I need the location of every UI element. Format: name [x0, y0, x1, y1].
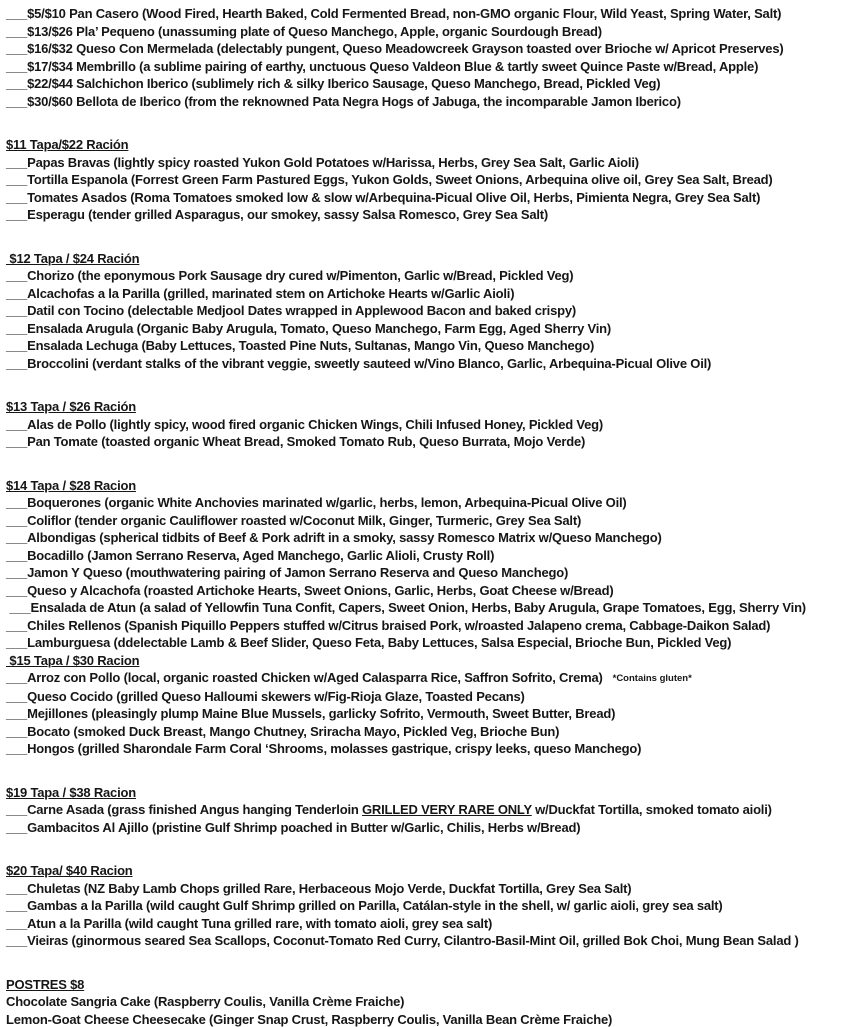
write-in-blank: ___ [6, 802, 28, 817]
menu-item [6, 154, 850, 172]
write-in-blank: ___ [6, 565, 28, 580]
menu-item [6, 897, 850, 915]
item-text: $13/$26 Pla’ Pequeno (unassuming plate of Queso Manchego, Apple, organic Sourdough Bread) [27, 23, 602, 39]
menu-item [6, 5, 850, 23]
write-in-blank: ___ [6, 495, 28, 510]
item-text: Ensalada Arugula (Organic Baby Arugula, Tomato, Queso Manchego, Farm Egg, Aged Sherry Vin) [27, 320, 612, 336]
item-text: Coliflor (tender organic Cauliflower roasted w/Coconut Milk, Ginger, Turmeric, Grey Sea Salt) [27, 512, 582, 528]
write-in-blank: ___ [6, 207, 28, 222]
write-in-blank: ___ [6, 355, 28, 371]
item-text: Pan Tomate (toasted organic Wheat Bread, Smoked Tomato Rub, Queso Burrata, Mojo Verde) [27, 434, 586, 449]
write-in-blank: ___ [6, 635, 28, 650]
item-text: Chocolate Sangria Cake (Raspberry Coulis, Vanilla Crème Fraiche) [6, 994, 405, 1009]
write-in-blank: ___ [6, 670, 28, 685]
menu-section [6, 250, 850, 373]
menu-item [6, 320, 850, 338]
menu-item [6, 669, 850, 688]
section-header: $19 Tapa / $38 Racion [6, 784, 136, 800]
menu-item [6, 915, 850, 933]
item-text: Bocadillo (Jamon Serrano Reserva, Aged Manchego, Garlic Alioli, Crusty Roll) [27, 547, 495, 563]
menu-item [6, 302, 850, 320]
underlined-phrase: GRILLED VERY RARE ONLY [362, 802, 532, 817]
menu-item [6, 494, 850, 512]
item-text: Arroz con Pollo (local, organic roasted Chicken w/Aged Calasparra Rice, Saffron Sofrito, Crema) [27, 670, 603, 685]
write-in-blank: ___ [6, 338, 28, 353]
item-text: Ensalada Lechuga (Baby Lettuces, Toasted Pine Nuts, Sultanas, Mango Vin, Queso Manchego) [27, 338, 595, 353]
menu-item [6, 705, 850, 723]
menu-section [6, 862, 850, 950]
write-in-blank: ___ [6, 320, 28, 336]
write-in-blank: ___ [6, 58, 28, 74]
item-text: Tomates Asados (Roma Tomatoes smoked low & slow w/Arbequina-Picual Olive Oil, Herbs, Pimienta Negra, Grey Sea Salt) [27, 189, 761, 205]
item-text: Chiles Rellenos (Spanish Piquillo Peppers stuffed w/Citrus braised Pork, w/roasted Jalapeno crema, Cabbage-Daikon Salad) [27, 617, 771, 633]
menu-item [6, 634, 850, 652]
write-in-blank: ___ [6, 898, 28, 913]
menu-item [6, 599, 850, 617]
item-text: Alas de Pollo (lightly spicy, wood fired organic Chicken Wings, Chili Infused Honey, Pickled Veg) [27, 416, 604, 432]
write-in-blank: ___ [6, 547, 28, 563]
item-text: Mejillones (pleasingly plump Maine Blue Mussels, garlicky Sofrito, Vermouth, Sweet Butter, Bread) [27, 706, 616, 721]
item-text: $22/$44 Salchichon Iberico (sublimely rich & silky Iberico Sausage, Queso Manchego, Bread, Pickled Veg) [27, 76, 661, 91]
menu-section [6, 652, 850, 758]
write-in-blank: ___ [6, 688, 28, 704]
item-text: Papas Bravas (lightly spicy roasted Yukon Gold Potatoes w/Harissa, Herbs, Grey Sea Salt, Garlic Aioli) [27, 154, 639, 170]
menu-item [6, 801, 850, 819]
menu-item [6, 1011, 850, 1027]
menu-item [6, 547, 850, 565]
menu-item [6, 23, 850, 41]
section-header: $12 Tapa / $24 Ración [6, 250, 140, 266]
section-header: $13 Tapa / $26 Ración [6, 399, 136, 414]
item-text: Jamon Y Queso (mouthwatering pairing of Jamon Serrano Reserva and Queso Manchego) [27, 565, 569, 580]
menu-item [6, 819, 850, 837]
item-text: Lemon-Goat Cheese Cheesecake (Ginger Snap Crust, Raspberry Coulis, Vanilla Bean Crème Fraiche) [6, 1011, 613, 1027]
menu-item [6, 582, 850, 600]
item-text: $5/$10 Pan Casero (Wood Fired, Hearth Baked, Cold Fermented Bread, non-GMO organic Flour, Wild Yeast, Spring Water, Salt) [27, 6, 782, 21]
menu-item [6, 688, 850, 706]
item-text: Chuletas (NZ Baby Lamb Chops grilled Rare, Herbaceous Mojo Verde, Duckfat Tortilla, Grey Sea Salt) [27, 880, 632, 896]
menu-section [6, 136, 850, 224]
gluten-note: *Contains gluten* [612, 673, 692, 684]
item-text: Chorizo (the eponymous Pork Sausage dry cured w/Pimenton, Garlic w/Bread, Pickled Veg) [27, 268, 574, 283]
item-text: Ensalada de Atun (a salad of Yellowfin Tuna Confit, Capers, Sweet Onion, Herbs, Baby Arugula, Grape Tomatoes, Egg, Sherry Vin) [30, 600, 806, 615]
write-in-blank: ___ [6, 6, 28, 21]
menu-item [6, 285, 850, 303]
item-text: Atun a la Parilla (wild caught Tuna grilled rare, with tomato aioli, grey sea salt) [27, 915, 493, 931]
write-in-blank: ___ [6, 819, 28, 835]
menu-item [6, 337, 850, 355]
write-in-blank: ___ [6, 880, 28, 896]
menu-item [6, 416, 850, 434]
item-text: Hongos (grilled Sharondale Farm Coral ‘Shrooms, molasses gastrique, crispy leeks, queso Manchego) [27, 741, 642, 756]
menu-item [6, 564, 850, 582]
write-in-blank: ___ [6, 617, 28, 633]
item-text: Albondigas (spherical tidbits of Beef & Pork adrift in a smoky, sassy Romesco Matrix w/Queso Manchego) [27, 530, 662, 545]
menu-item [6, 512, 850, 530]
section-header: $11 Tapa/$22 Ración [6, 137, 129, 152]
menu-item [6, 267, 850, 285]
write-in-blank: ___ [6, 434, 28, 449]
item-text: Queso y Alcachofa (roasted Artichoke Hearts, Sweet Onions, Garlic, Herbs, Goat Cheese w/Bread) [27, 582, 614, 598]
write-in-blank: ___ [6, 582, 28, 598]
menu-section [6, 5, 850, 110]
write-in-blank: ___ [6, 915, 28, 931]
menu-item [6, 189, 850, 207]
menu-item [6, 40, 850, 58]
item-text: Esperagu (tender grilled Asparagus, our smokey, sassy Salsa Romesco, Grey Sea Salt) [27, 207, 549, 222]
write-in-blank: ___ [6, 933, 28, 948]
item-text: w/Duckfat Tortilla, smoked tomato aioli) [531, 802, 772, 817]
menu-item [6, 171, 850, 189]
write-in-blank: ___ [6, 303, 28, 318]
write-in-blank: ___ [6, 512, 28, 528]
write-in-blank: ___ [6, 268, 28, 283]
menu-item [6, 723, 850, 741]
section-header: POSTRES $8 [6, 976, 85, 992]
item-text: Gambas a la Parilla (wild caught Gulf Shrimp grilled on Parilla, Catálan-style in the shell, w/ garlic aioli, grey sea salt) [27, 898, 723, 913]
item-text: Lamburguesa (ddelectable Lamb & Beef Slider, Queso Feta, Baby Lettuces, Salsa Especial, Brioche Bun, Pickled Veg) [27, 635, 732, 650]
menu-item [6, 58, 850, 76]
write-in-blank: ___ [6, 741, 28, 756]
menu-item [6, 75, 850, 93]
item-text: Queso Cocido (grilled Queso Halloumi skewers w/Fig-Rioja Glaze, Toasted Pecans) [27, 688, 525, 704]
write-in-blank: ___ [6, 285, 28, 301]
menu-section [6, 784, 850, 837]
menu-item [6, 433, 850, 451]
write-in-blank: ___ [6, 23, 28, 39]
write-in-blank: ___ [6, 706, 28, 721]
menu-item [6, 932, 850, 950]
item-text: Gambacitos Al Ajillo (pristine Gulf Shrimp poached in Butter w/Garlic, Chilis, Herbs w/Bread) [27, 819, 581, 835]
section-header: $14 Tapa / $28 Racion [6, 477, 136, 493]
write-in-blank: ___ [6, 723, 28, 739]
item-text: Datil con Tocino (delectable Medjool Dates wrapped in Applewood Bacon and baked crispy) [27, 303, 577, 318]
write-in-blank: ___ [6, 189, 28, 205]
menu-section [6, 477, 850, 652]
menu-section [6, 398, 850, 451]
item-text: $17/$34 Membrillo (a sublime pairing of earthy, unctuous Queso Valdeon Blue & tartly sweet Quince Paste w/Bread, Apple) [27, 58, 759, 74]
item-text: Bocato (smoked Duck Breast, Mango Chutney, Sriracha Mayo, Pickled Veg, Brioche Bun) [27, 723, 560, 739]
section-header: $15 Tapa / $30 Racion [6, 652, 140, 668]
write-in-blank: ___ [6, 76, 28, 91]
menu-item [6, 206, 850, 224]
section-header: $20 Tapa/ $40 Racion [6, 863, 133, 878]
write-in-blank: ___ [6, 154, 28, 170]
menu-item [6, 617, 850, 635]
item-text: $30/$60 Bellota de Iberico (from the reknowned Pata Negra Hogs of Jabuga, the incomparable Jamon Iberico) [27, 93, 681, 109]
menu-item [6, 993, 850, 1011]
item-text: $16/$32 Queso Con Mermelada (delectably pungent, Queso Meadowcreek Grayson toasted over Brioche w/ Apricot Preserves) [27, 41, 784, 56]
item-text: Tortilla Espanola (Forrest Green Farm Pastured Eggs, Yukon Golds, Sweet Onions, Arbequina olive oil, Grey Sea Salt, Bread) [27, 172, 773, 187]
item-text: Boquerones (organic White Anchovies marinated w/garlic, herbs, lemon, Arbequina-Picual Olive Oil) [27, 495, 627, 510]
menu-item [6, 740, 850, 758]
menu-item [6, 355, 850, 373]
item-text: Broccolini (verdant stalks of the vibrant veggie, sweetly sauteed w/Vino Blanco, Garlic, Arbequina-Picual Olive Oil) [27, 355, 712, 371]
item-text: Alcachofas a la Parilla (grilled, marinated stem on Artichoke Hearts w/Garlic Aioli) [27, 285, 515, 301]
item-text: Carne Asada (grass finished Angus hanging Tenderloin [27, 802, 363, 817]
menu-section [6, 976, 850, 1027]
item-text: Vieiras (ginormous seared Sea Scallops, Coconut-Tomato Red Curry, Cilantro-Basil-Mint Oil, grilled Bok Choi, Mung Bean Salad ) [27, 933, 799, 948]
write-in-blank: ___ [6, 416, 28, 432]
write-in-blank: ___ [6, 93, 28, 109]
write-in-blank: ___ [6, 41, 28, 56]
write-in-blank: ___ [6, 530, 28, 545]
write-in-blank: ___ [6, 600, 31, 615]
write-in-blank: ___ [6, 172, 28, 187]
menu-item [6, 529, 850, 547]
menu-item [6, 880, 850, 898]
menu-item [6, 93, 850, 111]
